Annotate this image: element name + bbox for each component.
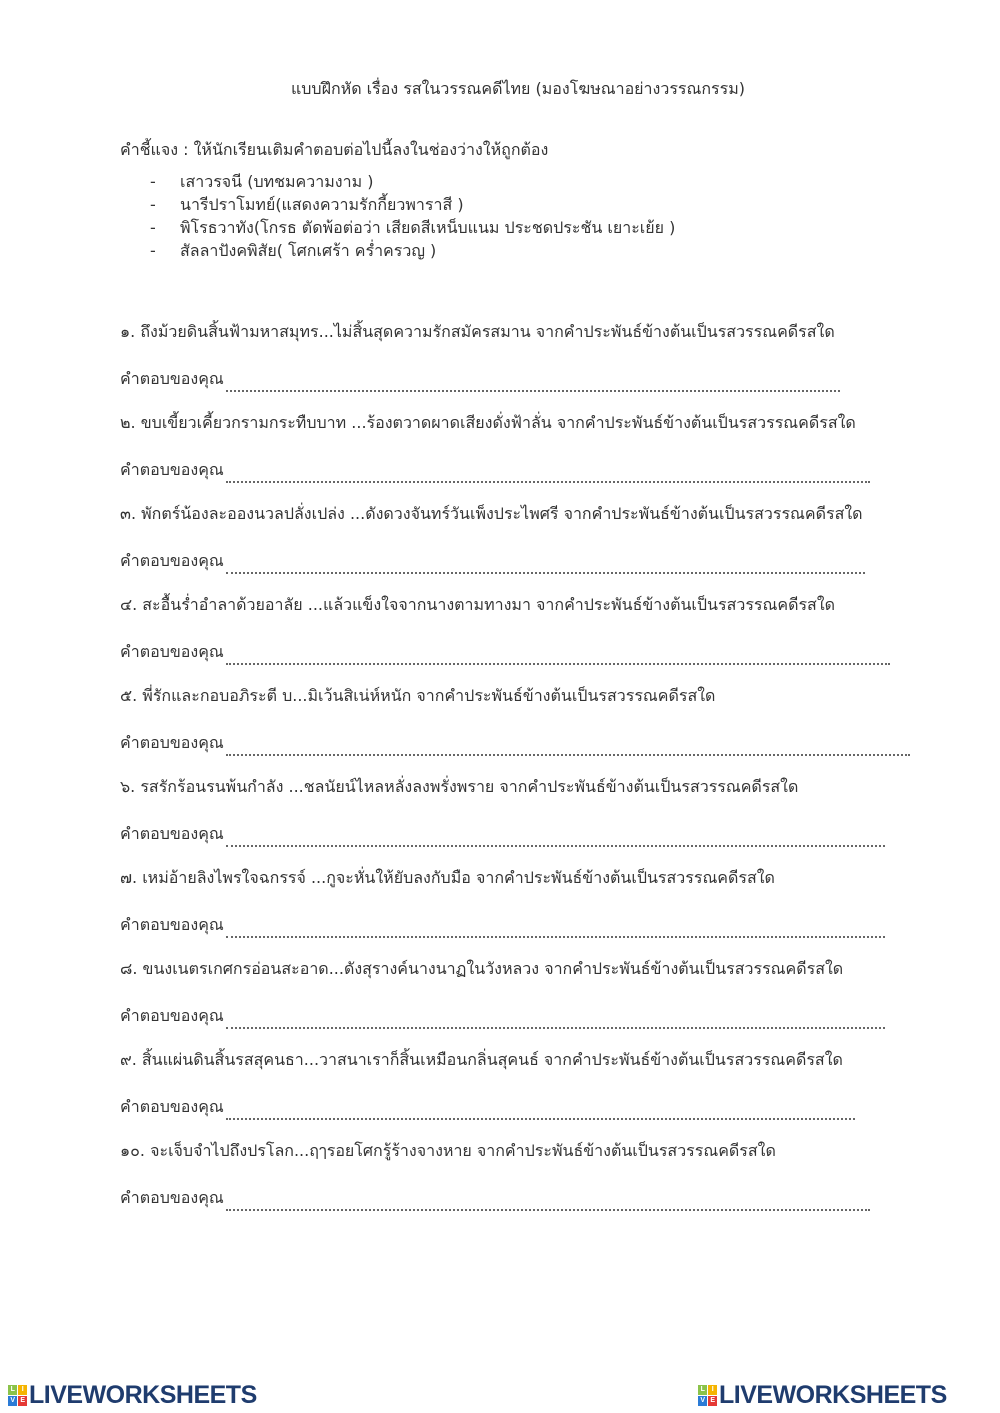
instruction-text: คำชี้แจง : ให้นักเรียนเติมคำตอบต่อไปนี้ลงในช่องว่างให้ถูกต้อง (120, 140, 549, 159)
liveworksheets-logo (8, 1381, 257, 1410)
answer-input-9[interactable] (226, 1100, 855, 1120)
logo-text: LIVEWORKSHEETS (29, 1381, 257, 1409)
answer-row (120, 640, 890, 665)
answer-label: คำตอบของคุณ (120, 1188, 224, 1207)
question-3: ๓. พักตร์น้องละอองนวลปลั่งเปล่ง ...ดังดวงจันทร์วันเพ็งประไพศรี จากคำประพันธ์ข้างต้นเป็นรสวรรณคดีรสใด (120, 504, 863, 523)
answer-input-1[interactable] (226, 372, 840, 392)
answer-input-6[interactable] (226, 827, 885, 847)
answer-row (120, 367, 840, 392)
worksheet-title: แบบฝึกหัด เรื่อง รสในวรรณคดีไทย (มองโฆษณาอย่างวรรณกรรม) (290, 79, 746, 98)
logo-text: LIVEWORKSHEETS (719, 1381, 947, 1409)
question-4: ๔. สะอื้นร่ำอำลาด้วยอาลัย ...แล้วแข็งใจจากนางตามทางมา จากคำประพันธ์ข้างต้นเป็นรสวรรณคดีรสใด (120, 595, 836, 614)
answer-label: คำตอบของคุณ (120, 915, 224, 934)
option-label: เสาวรจนี (บทชมความงาม ) (180, 172, 374, 191)
answer-label: คำตอบของคุณ (120, 551, 224, 570)
answer-row (120, 913, 885, 938)
answer-label: คำตอบของคุณ (120, 1006, 224, 1025)
option-label: นารีปราโมทย์(แสดงความรักกี้ยวพาราสี ) (180, 195, 464, 214)
answer-row (120, 549, 865, 574)
question-9: ๙. สิ้นแผ่นดินสิ้นรสสุคนธา...วาสนาเราก็สิ้นเหมือนกลิ่นสุคนธ์ จากคำประพันธ์ข้างต้นเป็นรสวรรณคดีรสใด (120, 1050, 843, 1069)
answer-input-10[interactable] (226, 1191, 870, 1211)
option-item: - เสาวรจนี (บทชมความงาม ) (150, 172, 374, 191)
options-list (150, 170, 675, 262)
answer-input-4[interactable] (226, 645, 890, 665)
answer-label: คำตอบของคุณ (120, 460, 224, 479)
option-item: - พิโรธวาทัง(โกรธ ตัดพ้อต่อว่า เสียดสีเหน็บแนม ประชดประชัน เยาะเย้ย ) (150, 218, 676, 237)
question-5: ๕. พี่รักและกอบอภิระตี บ...มิเว้นสิเน่ห์หนัก จากคำประพันธ์ข้างต้นเป็นรสวรรณคดีรสใด (120, 686, 716, 705)
answer-row (120, 731, 910, 756)
question-2: ๒. ขบเขี้ยวเคี้ยวกรามกระทืบบาท ...ร้องตวาดผาดเสียงดั่งฟ้าลั่น จากคำประพันธ์ข้างต้นเป็นรสวรรณคดีรสใด (120, 413, 856, 432)
question-1: ๑. ถึงม้วยดินสิ้นฟ้ามหาสมุทร...ไม่สิ้นสุดความรักสมัครสมาน จากคำประพันธ์ข้างต้นเป็นรสวรรณคดีรสใด (120, 322, 835, 341)
answer-input-7[interactable] (226, 918, 885, 938)
option-label: พิโรธวาทัง(โกรธ ตัดพ้อต่อว่า เสียดสีเหน็บแนม ประชดประชัน เยาะเย้ย ) (180, 218, 676, 237)
answer-input-5[interactable] (226, 736, 910, 756)
logo-blocks-icon: L I V E (8, 1385, 27, 1406)
answer-label: คำตอบของคุณ (120, 1097, 224, 1116)
answer-row (120, 1004, 885, 1029)
answer-row (120, 822, 885, 847)
liveworksheets-logo (698, 1381, 947, 1410)
answer-row (120, 1186, 870, 1211)
answer-label: คำตอบของคุณ (120, 824, 224, 843)
option-item: - นารีปราโมทย์(แสดงความรักกี้ยวพาราสี ) (150, 195, 464, 214)
answer-input-8[interactable] (226, 1009, 885, 1029)
answer-label: คำตอบของคุณ (120, 733, 224, 752)
question-6: ๖. รสรักร้อนรนพ้นกำลัง ...ชลนัยน์ไหลหลั่งลงพรั่งพราย จากคำประพันธ์ข้างต้นเป็นรสวรรณคดีรสใด (120, 777, 799, 796)
question-8: ๘. ขนงเนตรเกศกรอ่อนสะอาด...ดังสุรางค์นางนาฏในวังหลวง จากคำประพันธ์ข้างต้นเป็นรสวรรณคดีรสใด (120, 959, 844, 978)
answer-input-3[interactable] (226, 554, 865, 574)
logo-blocks-icon: L I V E (698, 1385, 717, 1406)
option-item: - สัลลาปังคพิสัย( โศกเศร้า คร่ำครวญ ) (150, 241, 437, 260)
answer-label: คำตอบของคุณ (120, 642, 224, 661)
answer-input-2[interactable] (226, 463, 870, 483)
answer-row (120, 1095, 855, 1120)
question-10: ๑๐. จะเจ็บจำไปถึงปรโลก...ฤๅรอยโศกรู้ร้างจางหาย จากคำประพันธ์ข้างต้นเป็นรสวรรณคดีรสใด (120, 1141, 776, 1160)
option-label: สัลลาปังคพิสัย( โศกเศร้า คร่ำครวญ ) (180, 241, 437, 260)
answer-row (120, 458, 870, 483)
answer-label: คำตอบของคุณ (120, 369, 224, 388)
question-7: ๗. เหม่อ้ายลิงไพรใจฉกรรจ์ ...กูจะหั่นให้ยับลงกับมือ จากคำประพันธ์ข้างต้นเป็นรสวรรณคดีรสใด (120, 868, 775, 887)
